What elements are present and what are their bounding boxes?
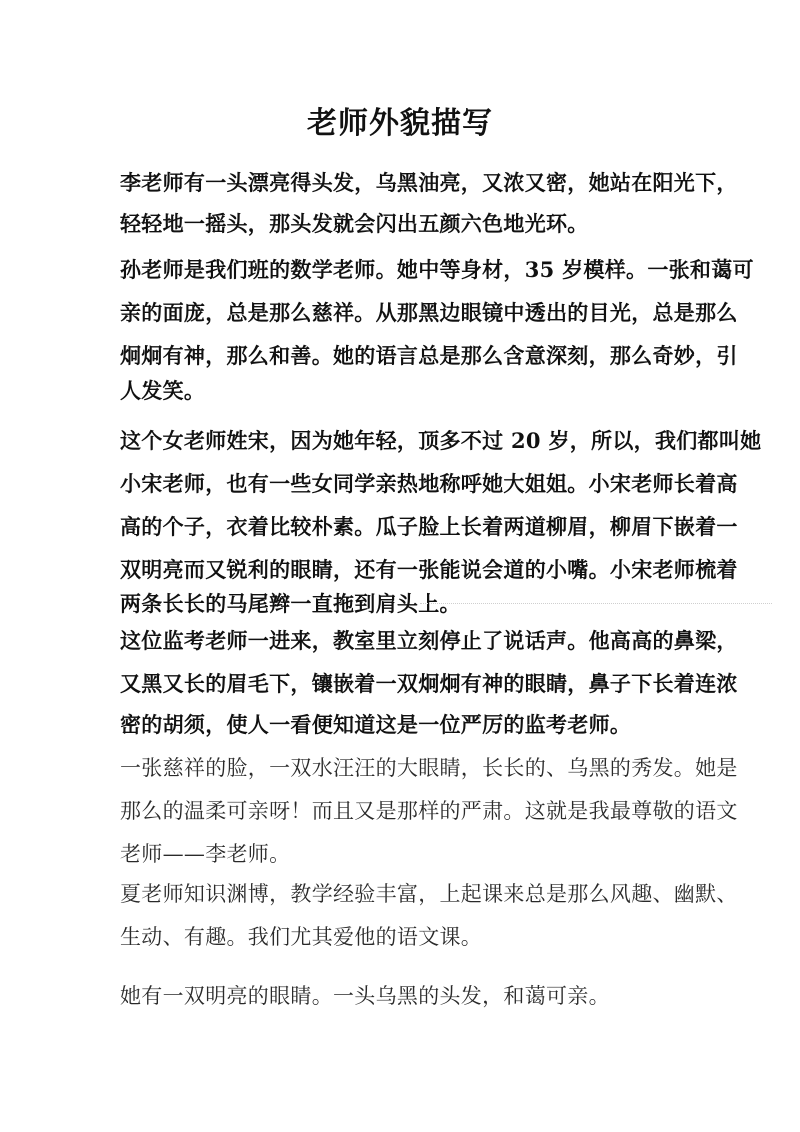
text-line: 孙老师是我们班的数学老师。她中等身材，35 岁模样。一张和蔼可	[120, 257, 754, 282]
text-line: 人发笑。	[120, 378, 206, 403]
text-line: 李老师有一头漂亮得头发，乌黑油亮，又浓又密，她站在阳光下，	[120, 170, 738, 195]
text-line: 小宋老师，也有一些女同学亲热地称呼她大姐姐。小宋老师长着高	[120, 471, 738, 496]
text-line: 这位监考老师一进来，教室里立刻停止了说话声。他高高的鼻梁，	[120, 628, 738, 653]
text-line: 炯炯有神，那么和善。她的语言总是那么含意深刻，那么奇妙，引	[120, 343, 738, 368]
text-line: 双明亮而又锐利的眼睛，还有一张能说会道的小嘴。小宋老师梳着	[120, 557, 738, 582]
text-line: 亲的面庞，总是那么慈祥。从那黑边眼镜中透出的目光，总是那么	[120, 300, 738, 325]
text-line: 她有一双明亮的眼睛。一头乌黑的头发，和蔼可亲。	[120, 984, 610, 1008]
text-line: 这个女老师姓宋，因为她年轻，顶多不过 20 岁，所以，我们都叫她	[120, 428, 762, 453]
text-line: 密的胡须，使人一看便知道这是一位严厉的监考老师。	[120, 712, 632, 737]
document-title: 老师外貌描写	[307, 106, 493, 141]
text-line: 那么的温柔可亲呀！而且又是那样的严肃。这就是我最尊敬的语文	[120, 799, 738, 823]
text-line: 生动、有趣。我们尤其爱他的语文课。	[120, 925, 483, 949]
dotted-divider	[420, 603, 772, 604]
text-line: 又黑又长的眉毛下，镶嵌着一双炯炯有神的眼睛，鼻子下长着连浓	[120, 671, 738, 696]
text-line: 两条长长的马尾辫一直拖到肩头上。	[120, 591, 461, 616]
text-line: 轻轻地一摇头，那头发就会闪出五颜六色地光环。	[120, 211, 589, 236]
text-line: 一张慈祥的脸，一双水汪汪的大眼睛，长长的、乌黑的秀发。她是	[120, 756, 738, 780]
text-line: 老师——李老师。	[120, 842, 291, 866]
text-line: 夏老师知识渊博，教学经验丰富，上起课来总是那么风趣、幽默、	[120, 882, 738, 906]
text-line: 高的个子，衣着比较朴素。瓜子脸上长着两道柳眉，柳眉下嵌着一	[120, 514, 738, 539]
